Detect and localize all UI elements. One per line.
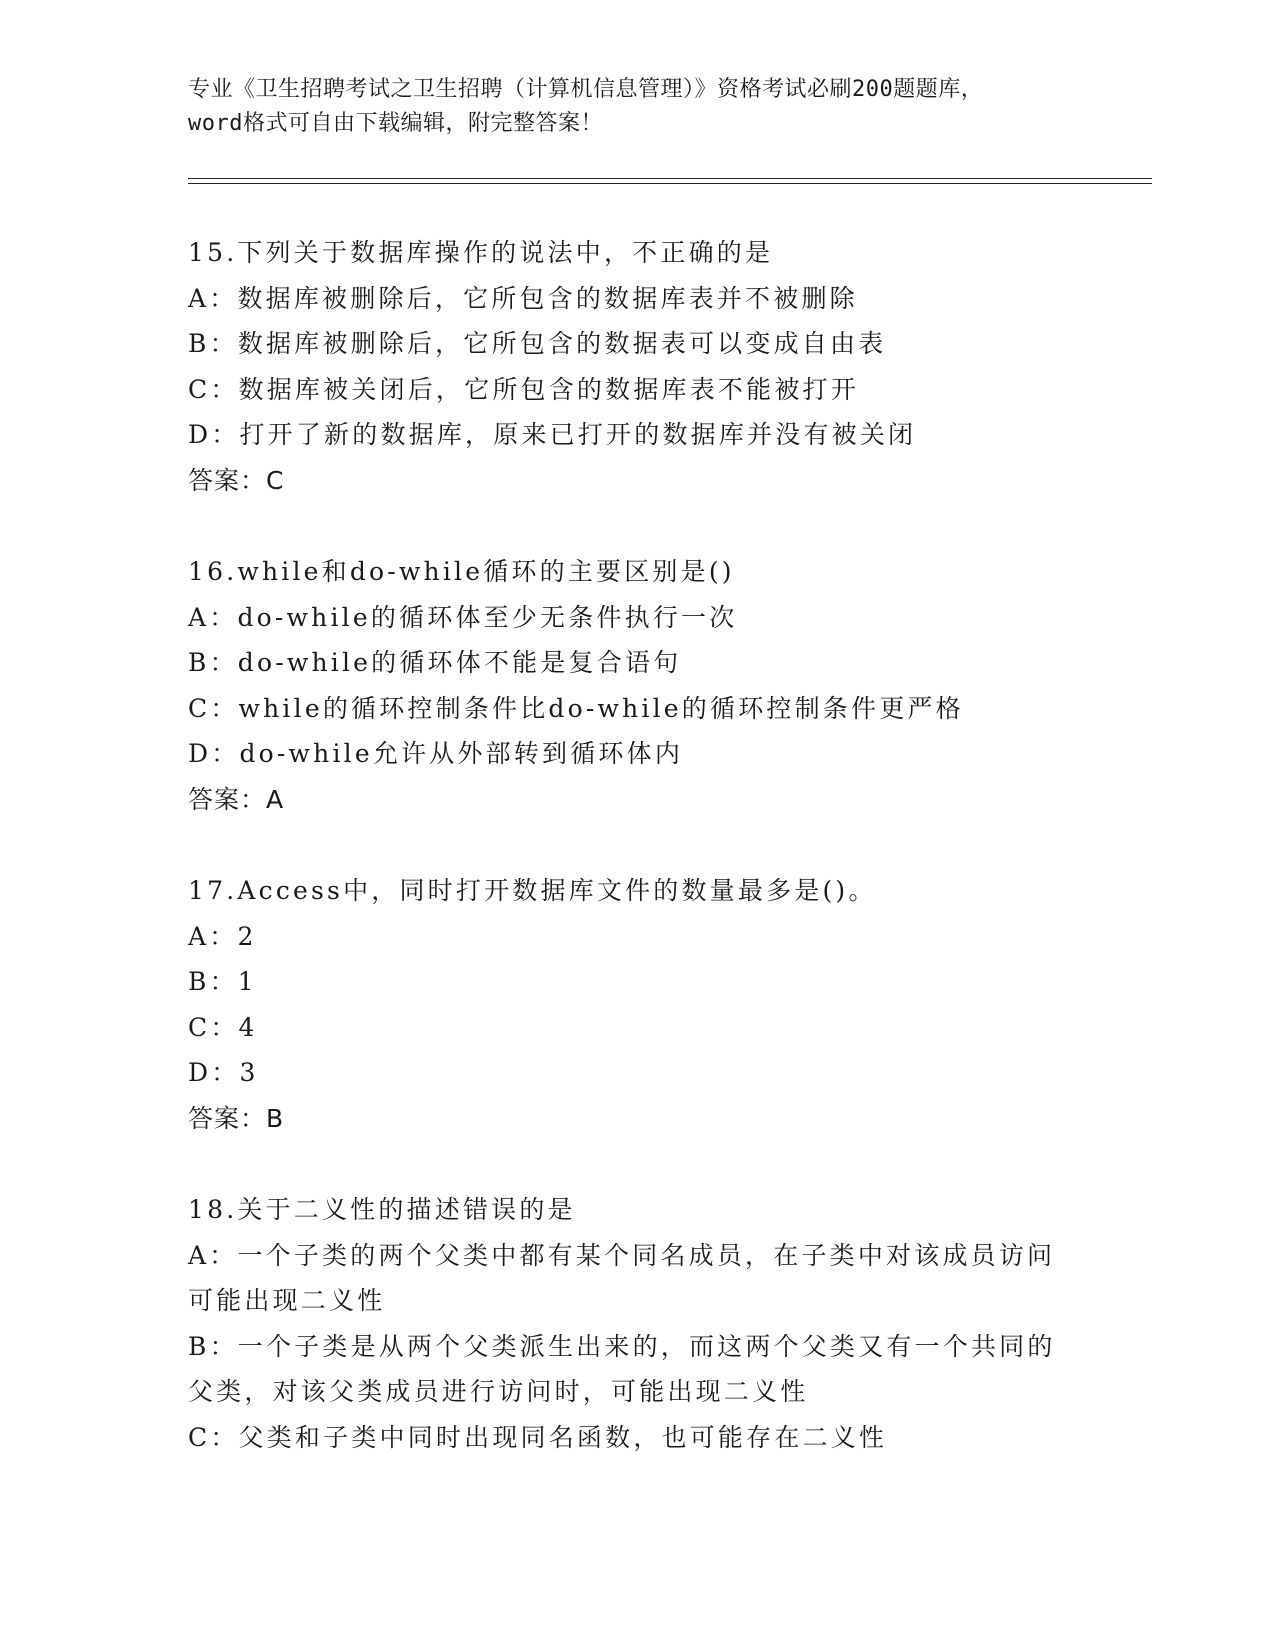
option-d: D：3 bbox=[188, 1058, 259, 1087]
option-b: B：1 bbox=[188, 967, 257, 996]
option-b: B：一个子类是从两个父类派生出来的，而这两个父类又有一个共同的父类，对该父类成员进行访问时，可能出现二义性 bbox=[188, 1331, 1056, 1406]
header-divider-bottom bbox=[188, 183, 1152, 184]
option-a: A：2 bbox=[188, 921, 257, 951]
option-b: B：do-while的循环体不能是复合语句 bbox=[188, 648, 682, 677]
option-a: A：do-while的循环体至少无条件执行一次 bbox=[188, 602, 738, 632]
question-stem: 18.关于二义性的描述错误的是 bbox=[188, 1195, 576, 1224]
header-title-line-1: 专业《卫生招聘考试之卫生招聘（计算机信息管理）》资格考试必刷200题题库， bbox=[188, 77, 984, 102]
option-d: D：打开了新的数据库，原来已打开的数据库并没有被关闭 bbox=[188, 420, 917, 449]
answer-line: 答案：A bbox=[188, 784, 285, 814]
question-list bbox=[188, 230, 1088, 1506]
option-c: C：4 bbox=[188, 1012, 258, 1042]
option-c: C：while的循环控制条件比do-while的循环控制条件更严格 bbox=[188, 693, 964, 723]
option-a: A：一个子类的两个父类中都有某个同名成员，在子类中对该成员访问可能出现二义性 bbox=[188, 1240, 1056, 1315]
option-c: C：父类和子类中同时出现同名函数，也可能存在二义性 bbox=[188, 1422, 888, 1452]
question-stem: 17.Access中，同时打开数据库文件的数量最多是()。 bbox=[188, 876, 877, 905]
option-a: A：数据库被删除后，它所包含的数据库表并不被删除 bbox=[188, 283, 858, 313]
option-c: C：数据库被关闭后，它所包含的数据库表不能被打开 bbox=[188, 374, 859, 404]
question-stem: 16.while和do-while循环的主要区别是() bbox=[188, 557, 735, 586]
question-18 bbox=[188, 1187, 1088, 1460]
question-16 bbox=[188, 549, 1088, 822]
option-d: D：do-while允许从外部转到循环体内 bbox=[188, 739, 684, 768]
header-title-line-2: word格式可自由下载编辑，附完整答案！ bbox=[188, 111, 603, 136]
question-stem: 15.下列关于数据库操作的说法中，不正确的是 bbox=[188, 238, 774, 267]
option-b: B：数据库被删除后，它所包含的数据表可以变成自由表 bbox=[188, 329, 887, 358]
header-divider-top bbox=[188, 178, 1152, 179]
question-15 bbox=[188, 230, 1088, 503]
document-header bbox=[188, 73, 1088, 141]
answer-line: 答案：B bbox=[188, 1103, 285, 1133]
question-17 bbox=[188, 868, 1088, 1141]
answer-line: 答案：C bbox=[188, 465, 285, 495]
